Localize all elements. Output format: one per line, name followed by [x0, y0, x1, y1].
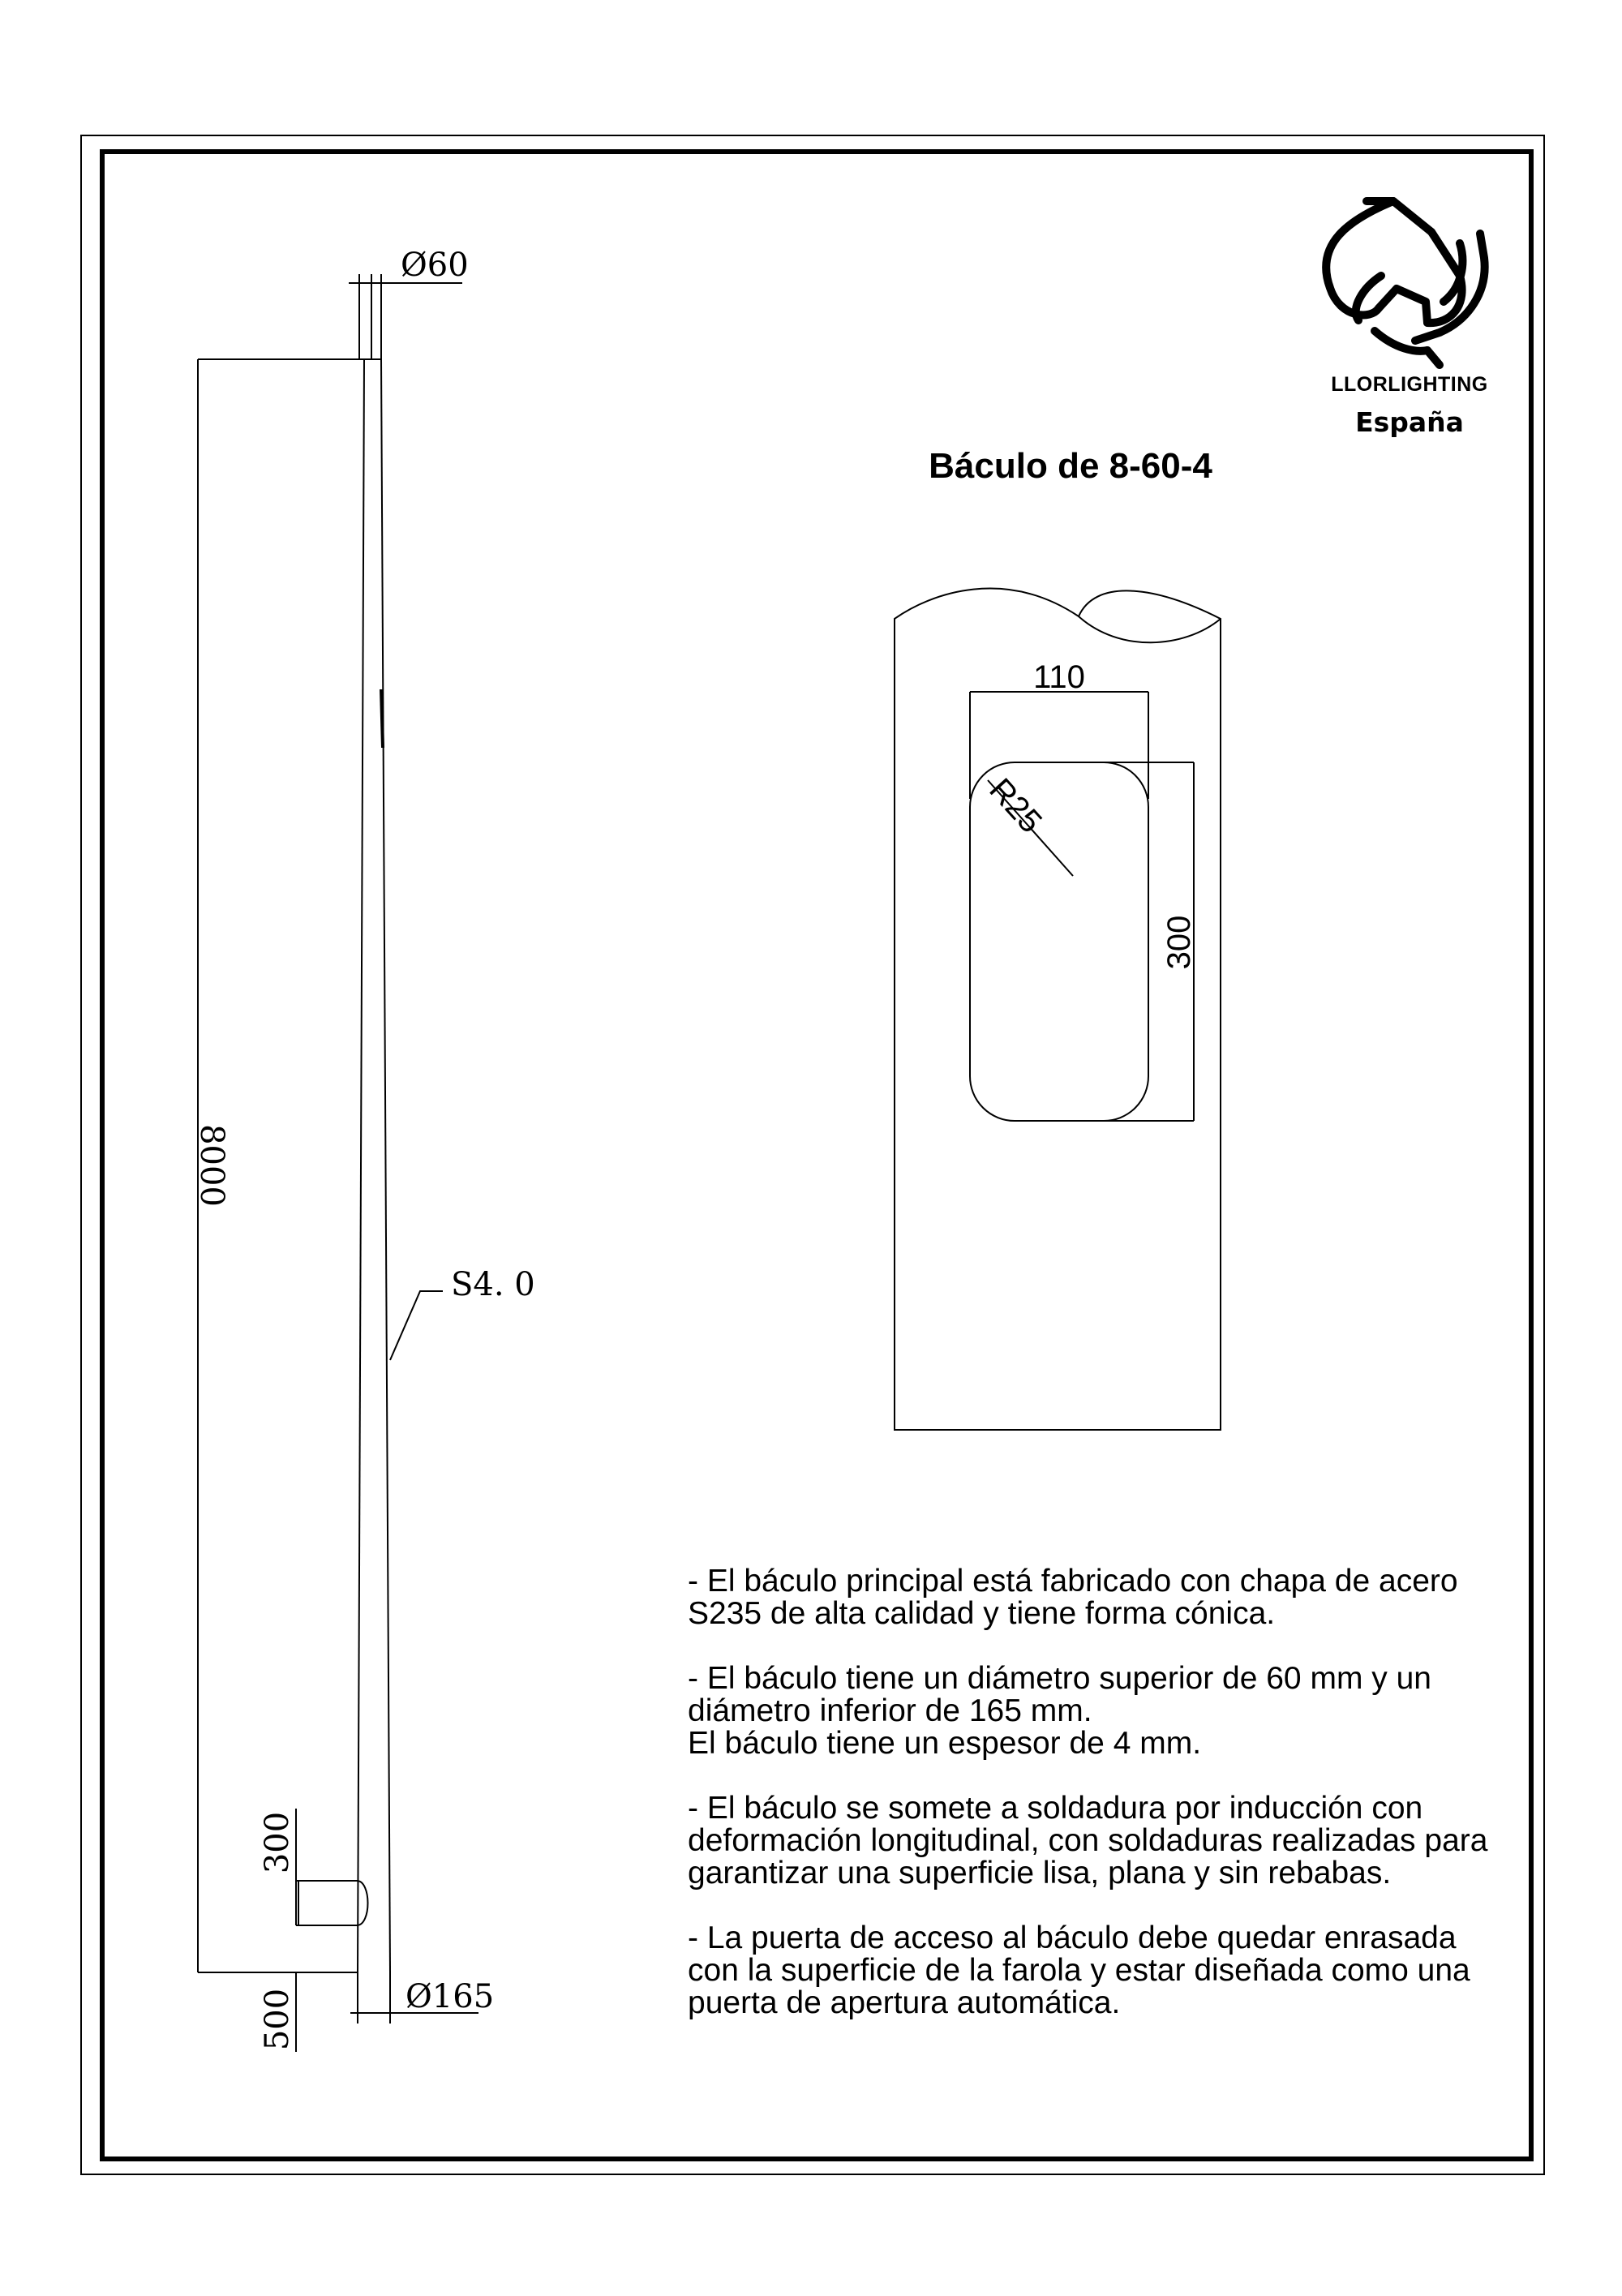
door-offset-label: 500 — [259, 1988, 296, 2051]
pole-elevation — [198, 274, 478, 2052]
pole-height-label: 8000 — [193, 1124, 230, 1207]
note-welding: - El báculo se somete a soldadura por inducción con deformación longitudinal, con soldaduras realizadas para garantizar una superficie lisa, plana y sin rebabas. — [688, 1791, 1488, 1890]
brand-subtitle: España — [1355, 406, 1464, 438]
llorlighting-logo-icon — [1326, 201, 1484, 365]
note-dimensions: - El báculo tiene un diámetro superior de 60 mm y un diámetro inferior de 165 mm. El báculo tiene un espesor de 4 mm. — [688, 1661, 1431, 1761]
note-material: - El báculo principal está fabricado con chapa de acero S235 de alta calidad y tiene forma cónica. — [688, 1564, 1458, 1631]
top-diameter-label: Ø60 — [401, 247, 469, 284]
thickness-label: S4. 0 — [451, 1266, 535, 1303]
base-diameter-label: Ø165 — [406, 1978, 495, 2015]
brand-name: LLORLIGHTING — [1331, 373, 1488, 396]
door-radius-label: R25 — [982, 771, 1049, 840]
door-width-label: 110 — [1033, 659, 1085, 695]
door-detail — [895, 589, 1221, 1430]
drawing-title: Báculo de 8-60-4 — [929, 446, 1212, 486]
door-height-detail-label: 300 — [1161, 915, 1197, 970]
door-height-label: 300 — [259, 1811, 296, 1874]
spec-notes — [688, 1565, 1499, 2052]
note-door: - La puerta de acceso al báculo debe quedar enrasada con la superficie de la farola y estar diseñada como una puerta de apertura automática. — [688, 1920, 1470, 2020]
